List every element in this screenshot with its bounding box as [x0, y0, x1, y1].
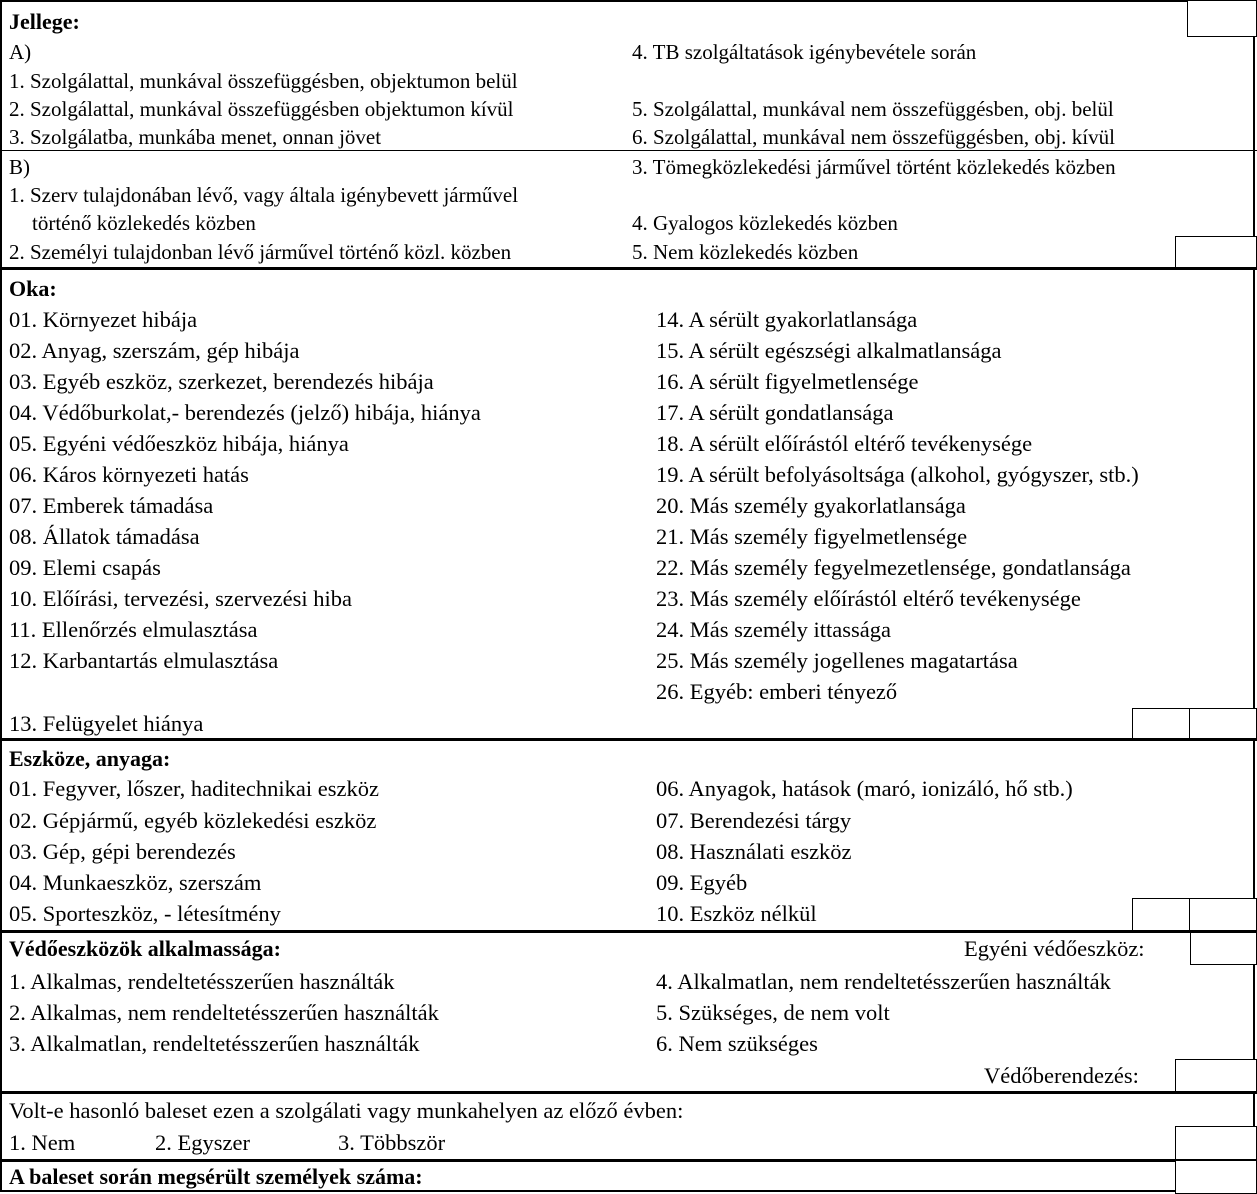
eszkoze-item: 08. Használati eszköz [656, 839, 852, 864]
eszkoze-code-box-1[interactable] [1132, 898, 1191, 931]
oka-item: 13. Felügyelet hiánya [9, 711, 204, 736]
oka-item: 02. Anyag, szerszám, gép hibája [9, 338, 300, 363]
jellege-b-item: történő közlekedés közben [32, 211, 256, 235]
jellege-code-box[interactable] [1187, 0, 1257, 37]
eszkoze-item: 07. Berendezési tárgy [656, 808, 852, 833]
jellege-b-item: 5. Nem közlekedés közben [632, 240, 859, 264]
hasonlo-option: 3. Többször [338, 1130, 446, 1155]
oka-item: 06. Káros környezeti hatás [9, 462, 249, 487]
oka-item: 12. Karbantartás elmulasztása [9, 648, 279, 673]
oka-code-box-1[interactable] [1132, 708, 1191, 740]
hasonlo-option: 2. Egyszer [155, 1130, 250, 1155]
section-divider [2, 1091, 1257, 1094]
eszkoze-item: 02. Gépjármű, egyéb közlekedési eszköz [9, 808, 377, 833]
oka-title: Oka: [9, 276, 57, 301]
section-divider [2, 738, 1257, 741]
oka-item: 19. A sérült befolyásoltsága (alkohol, gyógyszer, stb.) [656, 462, 1139, 487]
vedo-item: 4. Alkalmatlan, nem rendeltetésszerűen használták [656, 969, 1111, 994]
section-divider [2, 930, 1257, 933]
egyeni-vedoeszkoz-label: Egyéni védőeszköz: [964, 936, 1145, 961]
jellege-b-code-box[interactable] [1175, 236, 1257, 268]
jellege-b-item: 1. Szerv tulajdonában lévő, vagy általa igénybevett járművel [9, 183, 519, 207]
oka-item: 17. A sérült gondatlansága [656, 400, 894, 425]
serultek-count-box[interactable] [1175, 1160, 1257, 1194]
oka-item: 26. Egyéb: emberi tényező [656, 679, 898, 704]
divider [2, 150, 1257, 151]
oka-item: 22. Más személy fegyelmezetlensége, gondatlansága [656, 555, 1131, 580]
eszkoze-item: 09. Egyéb [656, 870, 748, 895]
hasonlo-question: Volt-e hasonló baleset ezen a szolgálati vagy munkahelyen az előző évben: [9, 1098, 684, 1123]
vedo-item: 1. Alkalmas, rendeltetésszerűen használták [9, 969, 395, 994]
vedoberendezes-box[interactable] [1175, 1059, 1257, 1092]
oka-item: 23. Más személy előírástól eltérő tevékenysége [656, 586, 1081, 611]
jellege-a-item: 1. Szolgálattal, munkával összefüggésben, objektumon belül [9, 69, 518, 93]
eszkoze-item: 06. Anyagok, hatások (maró, ionizáló, hő stb.) [656, 776, 1073, 801]
jellege-a-item: 4. TB szolgáltatások igénybevétele során [632, 40, 977, 64]
oka-item: 18. A sérült előírástól eltérő tevékenysége [656, 431, 1033, 456]
vedo-item: 5. Szükséges, de nem volt [656, 1000, 890, 1025]
vedo-item: 6. Nem szükséges [656, 1031, 818, 1056]
jellege-b-item: 4. Gyalogos közlekedés közben [632, 211, 898, 235]
oka-item: 20. Más személy gyakorlatlansága [656, 493, 966, 518]
oka-item: 05. Egyéni védőeszköz hibája, hiánya [9, 431, 349, 456]
section-divider [2, 1159, 1257, 1162]
jellege-a-item: 2. Szolgálattal, munkával összefüggésben objektumon kívül [9, 97, 514, 121]
jellege-a-item: 3. Szolgálatba, munkába menet, onnan jövet [9, 125, 382, 149]
oka-item: 15. A sérült egészségi alkalmatlansága [656, 338, 1002, 363]
vedo-item: 3. Alkalmatlan, rendeltetésszerűen használták [9, 1031, 420, 1056]
oka-code-box-2[interactable] [1189, 708, 1257, 740]
jellege-a-item: 5. Szolgálattal, munkával nem összefüggésben, obj. belül [632, 97, 1114, 121]
hasonlo-code-box[interactable] [1175, 1126, 1257, 1160]
oka-item: 25. Más személy jogellenes magatartása [656, 648, 1018, 673]
eszkoze-item: 03. Gép, gépi berendezés [9, 839, 236, 864]
oka-item: 09. Elemi csapás [9, 555, 161, 580]
section-divider [2, 267, 1257, 270]
serultek-title: A baleset során megsérült személyek száma: [9, 1164, 423, 1189]
eszkoze-title: Eszköze, anyaga: [9, 746, 171, 771]
eszkoze-item: 05. Sporteszköz, - létesítmény [9, 901, 281, 926]
oka-item: 24. Más személy ittassága [656, 617, 891, 642]
eszkoze-code-box-2[interactable] [1189, 898, 1257, 931]
vedoberendezes-label: Védőberendezés: [984, 1063, 1139, 1088]
oka-item: 01. Környezet hibája [9, 307, 198, 332]
jellege-b-item: 3. Tömegközlekedési járművel történt közlekedés közben [632, 155, 1116, 179]
oka-item: 04. Védőburkolat,- berendezés (jelző) hibája, hiánya [9, 400, 481, 425]
eszkoze-item: 10. Eszköz nélkül [656, 901, 817, 926]
hasonlo-option: 1. Nem [9, 1130, 76, 1155]
vedo-item: 2. Alkalmas, nem rendeltetésszerűen használták [9, 1000, 439, 1025]
oka-item: 21. Más személy figyelmetlensége [656, 524, 968, 549]
oka-item: 07. Emberek támadása [9, 493, 214, 518]
jellege-a-item: 6. Szolgálattal, munkával nem összefüggésben, obj. kívül [632, 125, 1115, 149]
jellege-b-label: B) [9, 155, 30, 179]
oka-item: 16. A sérült figyelmetlensége [656, 369, 919, 394]
oka-item: 03. Egyéb eszköz, szerkezet, berendezés hibája [9, 369, 434, 394]
vedo-title: Védőeszközök alkalmassága: [9, 936, 281, 961]
jellege-a-label: A) [9, 40, 32, 64]
egyeni-vedoeszkoz-box[interactable] [1190, 932, 1257, 965]
eszkoze-item: 04. Munkaeszköz, szerszám [9, 870, 262, 895]
oka-item: 08. Állatok támadása [9, 524, 200, 549]
oka-item: 11. Ellenőrzés elmulasztása [9, 617, 258, 642]
eszkoze-item: 01. Fegyver, lőszer, haditechnikai eszköz [9, 776, 379, 801]
oka-item: 14. A sérült gyakorlatlansága [656, 307, 918, 332]
jellege-b-item: 2. Személyi tulajdonban lévő járművel történő közl. közben [9, 240, 512, 264]
jellege-title: Jellege: [9, 9, 80, 34]
oka-item: 10. Előírási, tervezési, szervezési hiba [9, 586, 352, 611]
